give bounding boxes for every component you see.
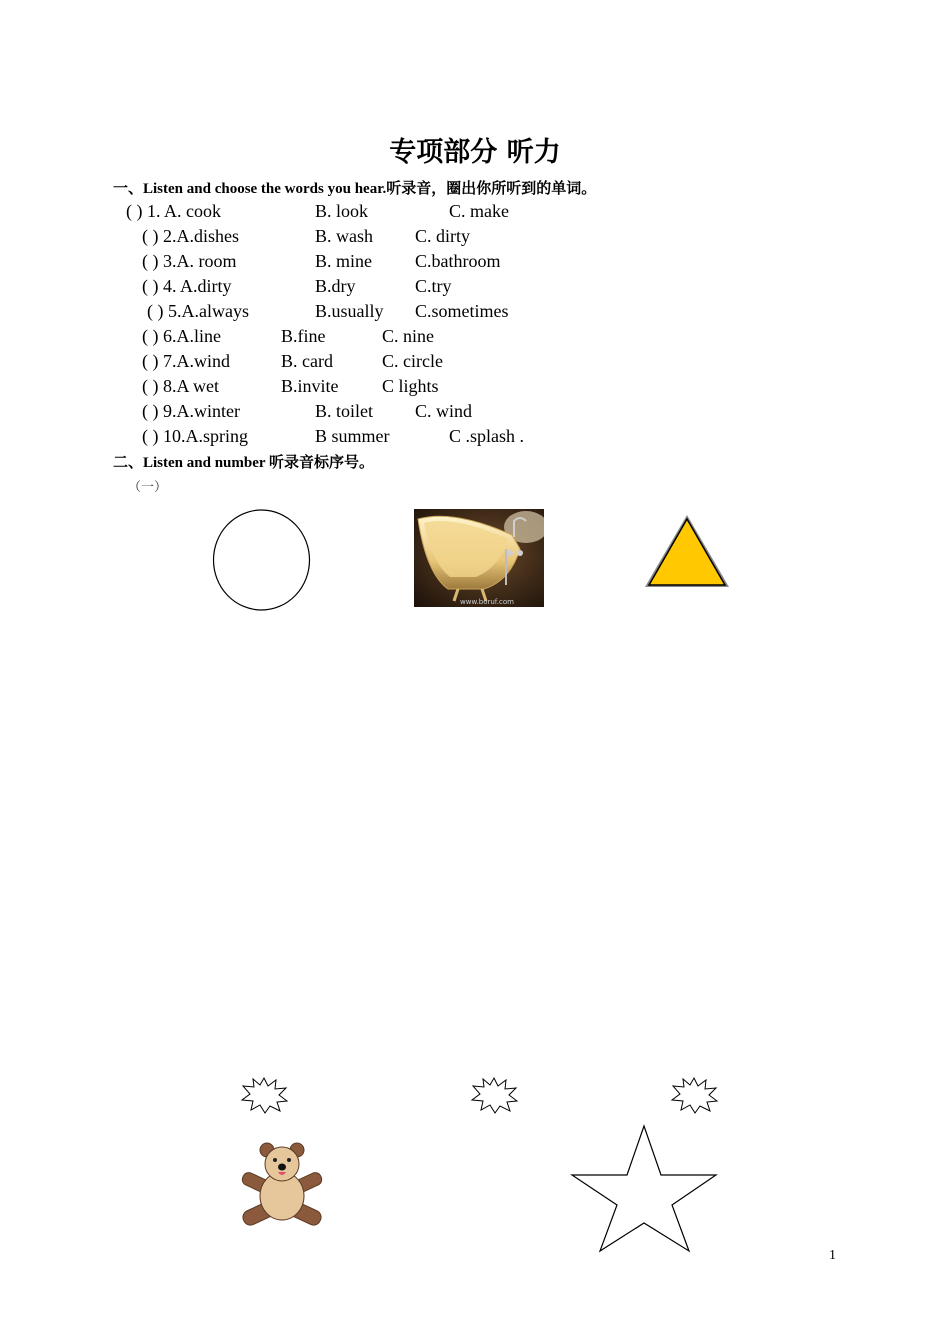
question-option-b: B.fine [281,326,326,346]
question-option-a: ( ) 6.A.line [142,326,221,346]
question-option-c: C .splash . [449,426,525,446]
question-option-c: C.try [415,276,452,296]
question-option-a: ( ) 7.A.wind [142,351,230,371]
question-option-c: C. wind [415,401,473,421]
page-number: 1 [829,1248,836,1263]
section2-heading: 二、Listen and number 听录音标序号。 [113,455,375,471]
question-option-a: ( ) 10.A.spring [142,426,248,446]
question-option-c: C. nine [382,326,434,346]
question-option-b: B summer [315,426,390,446]
star-figure [569,1124,721,1256]
question-option-a: ( ) 3.A. room [142,251,237,271]
question-option-a: ( ) 1. A. cook [126,201,221,221]
burst-icon [669,1076,719,1114]
bathtub-photo [414,509,544,607]
circle-figure [212,508,312,613]
question-option-c: C.sometimes [415,301,509,321]
question-option-a: ( ) 9.A.winter [142,401,240,421]
question-option-a: ( ) 4. A.dirty [142,276,232,296]
photo-watermark: www.boruf.com [460,598,514,606]
teddy-bear-figure [238,1140,326,1234]
question-option-b: B. mine [315,251,372,271]
question-option-b: B.invite [281,376,339,396]
question-option-b: B.usually [315,301,384,321]
subsection-label: （一） [128,480,168,495]
question-option-a: ( ) 8.A wet [142,376,219,396]
question-option-c: C lights [382,376,439,396]
question-option-b: B. toilet [315,401,373,421]
question-option-c: C.bathroom [415,251,501,271]
section1-heading: 一、Listen and choose the words you hear.听录音，圈出你所听到的单词。 [113,181,597,197]
question-option-c: C. dirty [415,226,471,246]
question-option-b: B. card [281,351,333,371]
question-option-c: C. make [449,201,509,221]
burst-icon [469,1076,519,1114]
question-option-b: B.dry [315,276,356,296]
question-option-a: ( ) 2.A.dishes [142,226,239,246]
triangle-figure [642,512,732,592]
question-option-c: C. circle [382,351,443,371]
question-option-b: B. look [315,201,369,221]
question-option-a: ( ) 5.A.always [147,301,249,321]
page-title: 专项部分 听力 [389,137,561,168]
question-option-b: B. wash [315,226,373,246]
burst-icon [239,1076,289,1114]
